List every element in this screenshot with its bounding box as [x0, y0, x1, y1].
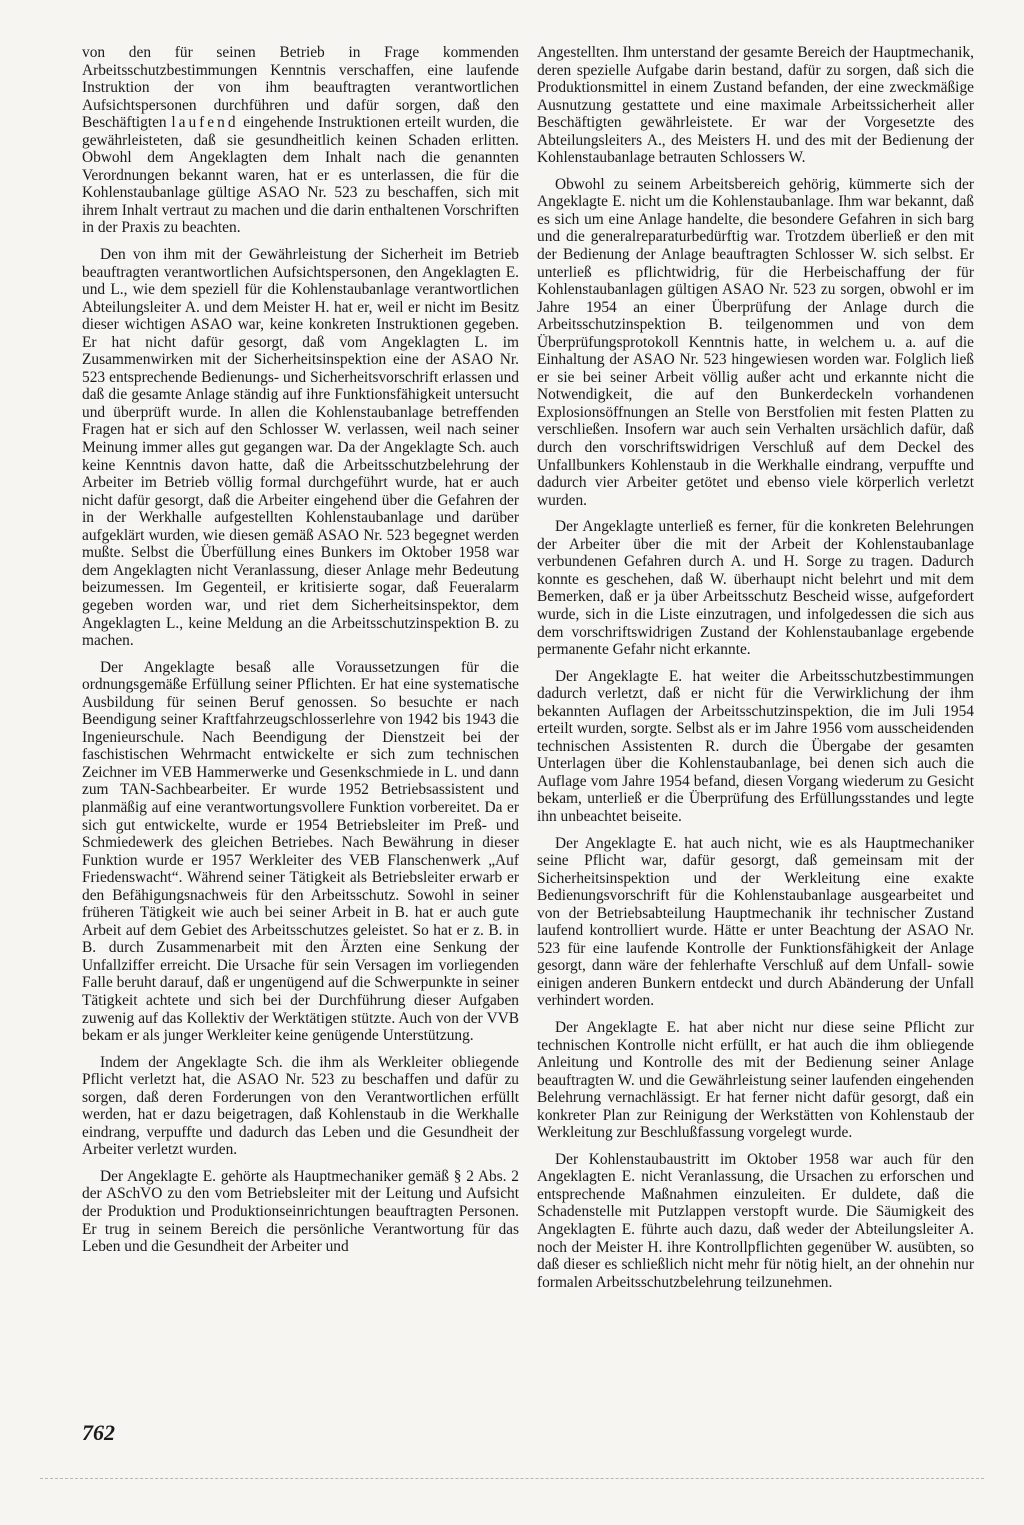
left-paragraph-4: Indem der Angeklagte Sch. die ihm als Werkleiter obliegende Pflicht verletzt hat, die ASAO Nr. 523 zu beschaffen und dafür zu sorgen, daß deren Forderungen von den Verantwortlichen erfüllt werden, hat er dazu beigetragen, daß Kohlenstaub in die Werkhalle eindrang, verpuffte und dadurch das Leben und die Gesundheit der Arbeiter verletzt wurden. [82, 1053, 519, 1159]
left-paragraph-5: Der Angeklagte E. gehörte als Hauptmechaniker gemäß § 2 Abs. 2 der ASchVO zu den vom Betriebsleiter mit der Leitung und Aufsicht der Produktion und Produktionseinrichtungen beauftragten Personen. Er trug in seinem Bereich die persönliche Verantwortung für das Leben und die Gesundheit der Arbeiter und [82, 1167, 519, 1256]
emphasis-laufend: laufend [171, 114, 239, 132]
left-paragraph-2: Den von ihm mit der Gewährleistung der Sicherheit im Betrieb beauftragten verantwortlichen Aufsichtspersonen, den Angeklagten E. und L., wie dem speziell für die Kohlenstaubanlage verantwortlichen Abteilungsleiter A. und dem Meister H. hat er, weil er nicht im Besitz dieser wichtigen ASAO war, keine konkreten Instruktionen gegeben. Er hat nicht dafür gesorgt, daß vom Angeklagten L. im Zusammenwirken mit der Sicherheitsinspektion eine der ASAO Nr. 523 entsprechende Bedienungs- und Sicherheitsvorschrift erlassen und daß die gesamte Anlage ständig auf ihre Funktionsfähigkeit untersucht und überprüft wurde. In allen die Kohlenstaubanlage betreffenden Fragen hat er sich auf den Schlosser W. verlassen, weil nach seiner Meinung immer alles gut gegangen war. Da der Angeklagte Sch. auch keine Kenntnis davon hatte, daß die Arbeitsschutzbelehrung der Arbeiter im Betrieb völlig formal durchgeführt wurde, hat er auch nicht dafür gesorgt, daß die Arbeiter eingehend über die Gefahren der in der Werkhalle aufgestellten Kohlenstaubanlage und darüber aufgeklärt wurden, wie diesen gemäß ASAO Nr. 523 begegnet werden mußte. Selbst die Überfüllung eines Bunkers im Oktober 1958 war dem Angeklagten nicht Veranlassung, dieser Anlage mehr Bedeutung beizumessen. Im Gegenteil, er kritisierte sogar, daß Feueralarm gegeben worden war, und riet dem Sicherheitsinspektor, dem Angeklagten L., keine Meldung an die Arbeitsschutzinspektion B. zu machen. [82, 246, 519, 650]
left-paragraph-1-text-b: eingehende Instruktionen erteilt wurden, die gewährleisteten, daß sie gesundheitlich keinen Schaden erlitten. Obwohl dem Angeklagten dem Inhalt nach die genannten Verordnungen bekannt waren, hat er es unterlassen, die für die Kohlenstaubanlage gültige ASAO Nr. 523 zu beschaffen, sich mit ihrem Inhalt vertraut zu machen und die darin enthaltenen Vorschriften in der Praxis zu beachten. [82, 114, 520, 237]
left-paragraph-1 [82, 44, 519, 237]
left-column [82, 44, 519, 1265]
right-column [537, 44, 974, 1300]
page-number: 762 [82, 1420, 115, 1445]
right-paragraph-3: Der Angeklagte unterließ es ferner, für die konkreten Belehrungen der Arbeiter über die mit der Arbeit der Kohlenstaubanlage verbundenen Gefahren durch A. und H. Sorge zu tragen. Dadurch konnte es geschehen, daß W. überhaupt nicht belehrt und mit dem Bemerken, daß er ja über Arbeitsschutz Bescheid wisse, aufgefordert wurde, sich in die Liste einzutragen, und infolgedessen die sich aus dem vorschriftswidrigen Zustand der Kohlenstaubanlage ergebende permanente Gefahr nicht erkannte. [537, 518, 974, 659]
left-paragraph-3: Der Angeklagte besaß alle Voraussetzungen für die ordnungsgemäße Erfüllung seiner Pflichten. Er hat eine systematische Ausbildung für seinen Beruf genossen. So besuchte er nach Beendigung seiner Kraftfahrzeugschlosserlehre von 1942 bis 1943 die Ingenieurschule. Nach Beendigung der Dienstzeit bei der faschistischen Wehrmacht entwickelte er sich zum technischen Zeichner im VEB Hammerwerke und Gesenkschmiede in L. und dann zum TAN-Sachbearbeiter. Er wurde 1952 Betriebsassistent und planmäßig auf eine verantwortungsvollere Funktion vorbereitet. Da er sich gut entwickelte, wurde er 1954 Betriebsleiter im Preß- und Schmiedewerk des gleichen Betriebes. Nach Bewährung in dieser Funktion wurde er 1957 Werkleiter des VEB Flanschenwerk „Auf Friedenswacht“. Während seiner Tätigkeit als Betriebsleiter erwarb er den Befähigungsnachweis für den Arbeitsschutz. Sowohl in seiner früheren Tätigkeit wie auch bei seiner Arbeit in B. hat er auch gute Arbeit auf dem Gebiet des Arbeitsschutzes geleistet. So hat er z. B. in B. durch Zusammenarbeit mit den Ärzten eine Senkung der Unfallziffer erreicht. Die Ursache für sein Versagen im vorliegenden Falle beruht darauf, daß er ungenügend auf die Schwerpunkte in seiner Tätigkeit achtete und sich bei der Durchführung dieser Aufgaben zuwenig auf das Kollektiv der Werktätigen stützte. Auch von der VVB bekam er als junger Werkleiter keine genügende Unterstützung. [82, 658, 519, 1045]
bottom-divider [40, 1478, 984, 1479]
right-paragraph-5: Der Angeklagte E. hat auch nicht, wie es als Hauptmechaniker seine Pflicht war, dafür gesorgt, daß gemeinsam mit der Sicherheitsinspektion und der Werkleitung eine exakte Bedienungsvorschrift für die Kohlenstaubanlage ausgearbeitet und von der Betriebsabteilung Hauptmechanik ihr technischer Zustand laufend kontrolliert wurde. Hätte er unter Beachtung der ASAO Nr. 523 für eine laufende Kontrolle der Funktionsfähigkeit der Anlage gesorgt, dann wäre der fehlerhafte Verschluß auf dem Unfall- sowie einigen anderen Bunkern entdeckt und durch Abänderung der Unfall verhindert worden. [537, 834, 974, 1010]
right-paragraph-4: Der Angeklagte E. hat weiter die Arbeitsschutzbestimmungen dadurch verletzt, daß er nicht für die Verwirklichung der ihm bekannten Auflagen der Arbeitsschutzinspektion, die im Juli 1954 erteilt wurden, sorgte. Selbst als er im Jahre 1956 vom ausscheidenden technischen Assistenten R. durch die Übergabe der gesamten Unterlagen über die Kohlenstaubanlage, bei denen sich auch die Auflage vom Jahre 1954 befand, diesen Vorgang wiederum zu Gesicht bekam, unterließ er die Überprüfung des Erfüllungsstandes und legte ihn unbeachtet beiseite. [537, 667, 974, 825]
right-paragraph-6: Der Angeklagte E. hat aber nicht nur diese seine Pflicht zur technischen Kontrolle nicht erfüllt, er hat auch die ihm obliegende Anleitung und Kontrolle des mit der Bedienung seiner Anlage beauftragten W. und die Gewährleistung seiner laufenden eingehenden Belehrung vernachlässigt. Er hat ferner nicht dafür gesorgt, daß ein konkreter Plan zur Reinigung der Werkstätten von Kohlenstaub der Werkleitung zur Beschlußfassung vorgelegt wurde. [537, 1018, 974, 1142]
right-paragraph-7: Der Kohlenstaubaustritt im Oktober 1958 war auch für den Angeklagten E. nicht Veranlassung, die Ursachen zu erforschen und entsprechende Maßnahmen einzuleiten. Er duldete, daß die Schadenstelle mit Putzlappen verstopft wurde. Die Säumigkeit des Angeklagten E. führte auch dazu, daß weder der Abteilungsleiter A. noch der Meister H. ihre Kontrollpflichten gegenüber W. ausübten, so daß dieser es schließlich nicht mehr für nötig hielt, an der ohnehin nur formalen Arbeitsschutzbelehrung teilzunehmen. [537, 1150, 974, 1291]
right-paragraph-1: Angestellten. Ihm unterstand der gesamte Bereich der Hauptmechanik, deren spezielle Aufgabe darin bestand, dafür zu sorgen, daß sich die Produktionsmittel in einem Zustand befanden, der eine zweckmäßige Ausnutzung gestattete und eine maximale Arbeitssicherheit aller Beschäftigten gewährleistete. Er war der Vorgesetzte des Abteilungsleiters A., des Meisters H. und des mit der Bedienung der Kohlenstaubanlage betrauten Schlossers W. [537, 44, 974, 167]
left-paragraph-1-text-a: von den für seinen Betrieb in Frage kommenden Arbeitsschutzbestimmungen Kenntnis verschaffen, eine laufende Instruktion der von ihm beauftragten verantwortlichen Aufsichtspersonen durchführen und dafür sorgen, daß den Beschäftigten [82, 44, 519, 132]
right-paragraph-2: Obwohl zu seinem Arbeitsbereich gehörig, kümmerte sich der Angeklagte E. nicht um die Kohlenstaubanlage. Ihm war bekannt, daß es sich um eine Anlage handelte, die besondere Gefahren in sich barg und die generalreparaturbedürftig war. Trotzdem überließ er den mit der Bedienung der Anlage beauftragten Schlosser W. sich selbst. Er unterließ es pflichtwidrig, für die Herbeischaffung der für Kohlenstaubanlagen gültigen ASAO Nr. 523 zu sorgen, obwohl er im Jahre 1954 an einer Überprüfung der Anlage durch die Arbeitsschutzinspektion B. teilgenommen und von dem Überprüfungsprotokoll Kenntnis hatte, in welchem u. a. auf die Einhaltung der ASAO Nr. 523 hingewiesen worden war. Folglich ließ er sie bei seiner Arbeit völlig außer acht und erkannte nicht die Notwendigkeit, die auf den Bunkerdeckeln vorhandenen Explosionsöffnungen an Stelle von Berstfolien mit festen Platten zu verschließen. Insofern war auch sein Verhalten ursächlich dafür, daß durch den vorschriftswidrigen Verschluß auf dem Deckel des Unfallbunkers Kohlenstaub in die Werkhalle eindrang, verpuffte und dadurch vier Arbeiter getötet und ebenso viele körperlich verletzt wurden. [537, 175, 974, 509]
